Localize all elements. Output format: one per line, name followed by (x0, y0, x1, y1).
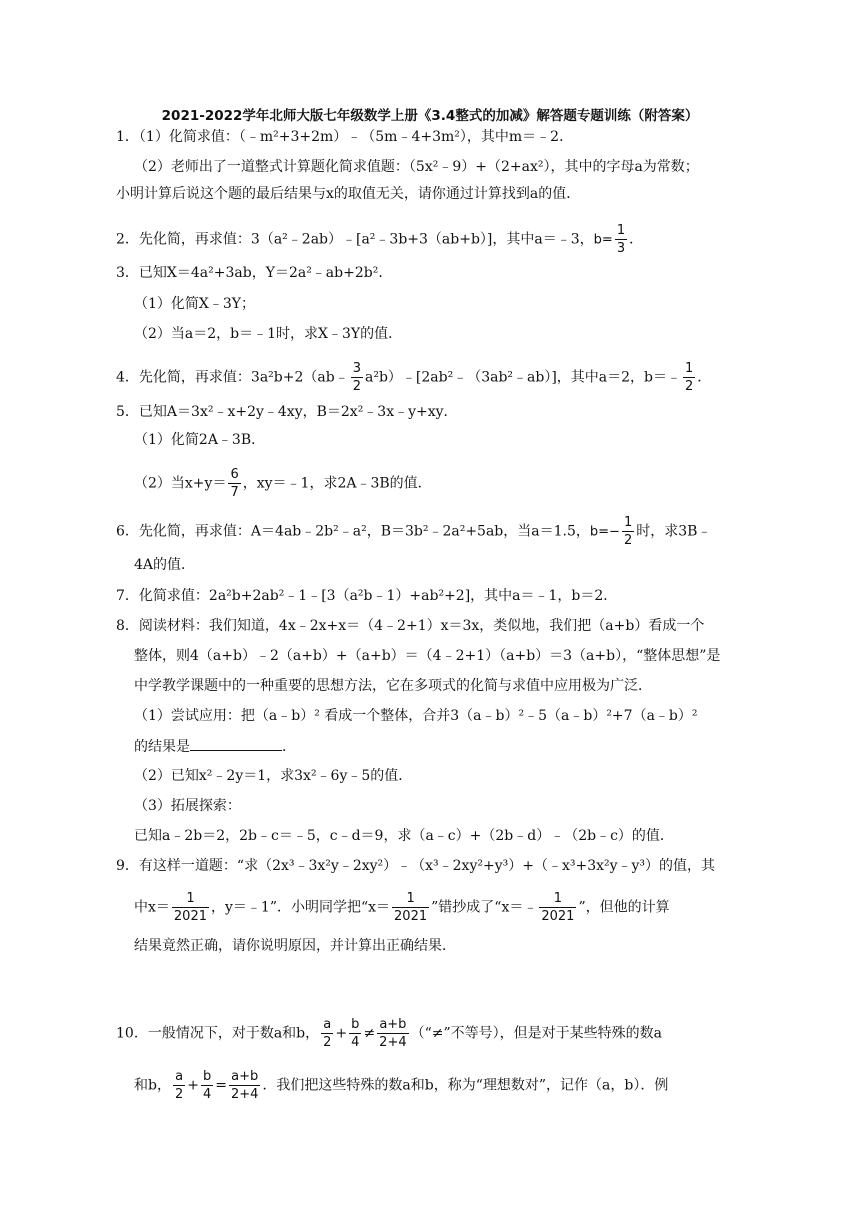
fraction-b-over-4: $\frac{b}{4}$ (351, 1017, 360, 1050)
fraction-a-over-2: $\frac{a}{2}$ (323, 1017, 332, 1050)
problem-10: 10．一般情况下，对于数a和b， $\frac{a}{2}$ + $\frac{b}{4}$ ≠ $\frac{a+b}{2+4}$ （“≠”不等号），但是对于某些特殊的数a (116, 1017, 662, 1050)
fraction-six-sevenths: $\frac{6}{7}$ (230, 467, 239, 500)
problem-3-part-1: （1）化简X﹣3Y； (134, 296, 256, 312)
fraction-b-over-4: $\frac{b}{4}$ (202, 1069, 212, 1102)
problem-8: 8．阅读材料：我们知道，4x﹣2x+x＝（4﹣2+1）x＝3x，类似地，我们把（a+b）看成一个 (116, 618, 705, 634)
problem-7 (116, 586, 617, 606)
problem-8-line-3: 中学教学课题中的一种重要的思想方法，它在多项式的化简与求值中应用极为广泛． (134, 678, 652, 694)
fraction-one-third: $\frac{1}{3}$ (616, 223, 626, 256)
fraction-one-half: $\frac{1}{2}$ (623, 515, 633, 548)
problem-2: 2．先化简，再求值：3（a²﹣2ab）﹣[a²﹣3b+3（ab+b）]，其中a＝﹣3，b= $\frac{1}{3}$ ． (116, 223, 644, 256)
problem-8-part-2: （2）已知x²﹣2y＝1，求3x²﹣6y﹣5的值． (134, 768, 413, 784)
problem-1-part-1: （1）化简求值：（﹣m²+3+2m）﹣（5m﹣4+3m²），其中m＝﹣2． (138, 129, 574, 145)
page-title: 2021-2022学年北师大版七年级数学上册《3.4整式的加减》解答题专题训练（附答案） (161, 108, 699, 124)
problem-8-part-3: （3）拓展探索： (134, 798, 241, 814)
problem-number: 3． (116, 265, 139, 281)
problem-5 (116, 402, 458, 422)
problem-2-text: 先化简，再求值：3（a²﹣2ab）﹣[a²﹣3b+3（ab+b）]，其中a＝﹣3， (138, 231, 594, 248)
problem-number: 4． (116, 369, 139, 386)
b-value-label: b= (593, 232, 613, 248)
problem-5-text: 已知A＝3x²﹣x+2y﹣4xy，B＝2x²﹣3x﹣y+xy． (138, 404, 458, 420)
fraction-one-half: $\frac{1}{2}$ (685, 361, 694, 394)
problem-1-part-2-line-2: 小明计算后说这个题的最后结果与x的取值无关，请你通过计算找到a的值． (116, 186, 581, 202)
problem-10-line-2: 和b， $\frac{a}{2}$ + $\frac{b}{4}$ = $\frac{a+b}{2+4}$ ．我们把这些特殊的数a和b，称为“理想数对”，记作（a，b）．例 (134, 1069, 669, 1102)
problem-8-line-2: 整体，则4（a+b）﹣2（a+b）+（a+b）＝（4﹣2+1）（a+b）＝3（a+b），“整体思想”是 (134, 648, 721, 664)
problem-7-text: 化简求值：2a²b+2ab²﹣1﹣[3（a²b﹣1）+ab²+2]，其中a＝﹣1，b＝2． (138, 588, 618, 604)
problem-1-part-2-line-1: （2）老师出了一道整式计算题化简求值题：（5x²﹣9）+（2+ax²），其中的字母a为常数； (134, 159, 699, 175)
problem-3 (116, 263, 392, 283)
problem-3-part-2: （2）当a＝2，b＝﹣1时，求X﹣3Y的值． (134, 326, 403, 342)
problem-number: 10． (116, 1025, 148, 1042)
problem-number: 8． (116, 618, 139, 634)
problem-9-line-2: 中x＝ $\frac{1}{2021}$ ，y＝﹣1”．小明同学把“x＝ $\frac{1}{2021}$ ”错抄成了“x＝﹣ $\frac{1}{2021}$ ”，但他的计算 (134, 891, 670, 924)
problem-number: 1． (116, 129, 139, 145)
problem-8-part-1-line-2: 的结果是 ． (134, 736, 296, 757)
fraction-a-over-2: $\frac{a}{2}$ (174, 1069, 184, 1102)
problem-number: 6． (116, 523, 139, 540)
problem-6-line-2: 4A的值． (134, 557, 196, 573)
problem-6: 6．先化简，再求值：A＝4ab﹣2b²﹣a²，B＝3b²﹣2a²+5ab，当a＝1.5，b=− $\frac{1}{2}$ 时，求3B﹣ (116, 515, 712, 548)
fraction-one-over-2021: $\frac{1}{2021}$ (394, 891, 428, 924)
problem-3-text: 已知X＝4a²+3ab，Y＝2a²﹣ab+2b²． (138, 265, 393, 281)
fraction-a-plus-b-over-2-plus-4: $\frac{a+b}{2+4}$ (231, 1069, 259, 1102)
answer-blank[interactable] (190, 736, 282, 751)
fraction-a-plus-b-over-2-plus-4: $\frac{a+b}{2+4}$ (379, 1017, 407, 1050)
problem-8-part-3-text: 已知a﹣2b＝2，2b﹣c＝﹣5，c﹣d＝9，求（a﹣c）+（2b﹣d）﹣（2b﹣c）的值． (134, 828, 674, 844)
problem-number: 7． (116, 588, 139, 604)
problem-number: 9． (116, 858, 139, 874)
problem-4: 4．先化简，再求值：3a²b+2（ab﹣ $\frac{3}{2}$ a²b）﹣[2ab²﹣（3ab²﹣ab）]，其中a＝2，b＝﹣ $\frac{1}{2}$ ． (116, 361, 712, 394)
problem-5-part-1: （1）化简2A﹣3B． (134, 432, 266, 448)
problem-8-part-1-line-1: （1）尝试应用：把（a﹣b）² 看成一个整体，合并3（a﹣b）²﹣5（a﹣b）²+7（a﹣b）² (134, 708, 698, 724)
problem-9: 9．有这样一道题：“求（2x³﹣3x²y﹣2xy²）﹣（x³﹣2xy²+y³）+（﹣x³+3x²y﹣y³）的值，其 (116, 858, 716, 874)
problem-1 (116, 127, 573, 147)
problem-number: 2． (116, 231, 139, 248)
fraction-three-halves: $\frac{3}{2}$ (352, 361, 361, 394)
problem-9-line-3: 结果竟然正确，请你说明原因，并计算出正确结果． (134, 938, 456, 954)
fraction-one-over-2021: $\frac{1}{2021}$ (173, 891, 207, 924)
problem-5-part-2: （2）当x+y＝ $\frac{6}{7}$ ，xy＝﹣1，求2A﹣3B的值． (134, 467, 432, 500)
problem-number: 5． (116, 404, 139, 420)
fraction-one-over-2021: $\frac{1}{2021}$ (541, 891, 575, 924)
